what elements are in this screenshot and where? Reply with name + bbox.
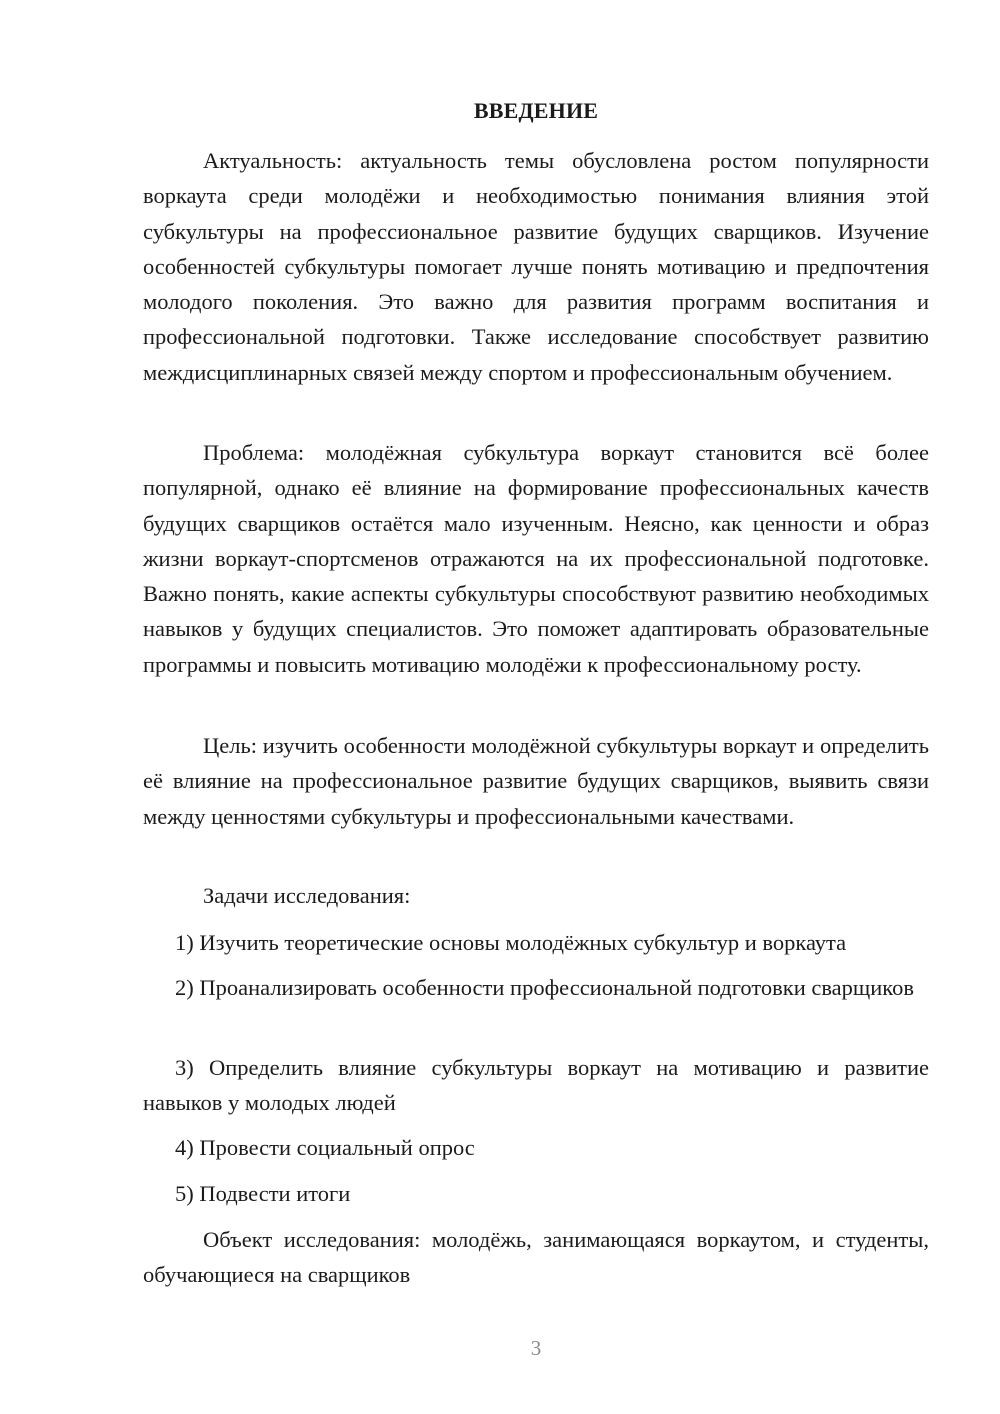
paragraph-problem: Проблема: молодёжная субкультура воркаут становится всё более популярной, однако её влияние на формирование профессиональных качеств будущих сварщиков остаётся мало изученным. Неясно, как ценности и образ жизни воркаут-спортсменов отражаются на их профессиональной подготовке. Важно понять, какие аспекты субкультуры способствуют развитию необходимых навыков у будущих специалистов. Это поможет адаптировать образовательные программы и повысить мотивацию молодёжи к профессиональному росту.: [143, 440, 929, 677]
task-item-4: 4) Провести социальный опрос: [175, 1135, 475, 1160]
task-item-2: 2) Проанализировать особенности профессиональной подготовки сварщиков: [175, 975, 914, 1000]
paragraph-relevance: Актуальность: актуальность темы обусловлена ростом популярности воркаута среди молодёжи и необходимостью понимания влияния этой субкультуры на профессиональное развитие будущих сварщиков. Изучение особенностей субкультуры помогает лучше понять мотивацию и предпочтения молодого поколения. Это важно для развития программ воспитания и профессиональной подготовки. Также исследование способствует развитию междисциплинарных связей между спортом и профессиональным обучением.: [143, 148, 929, 385]
task-item-1: 1) Изучить теоретические основы молодёжных субкультур и воркаута: [175, 930, 847, 955]
page-title: ВВЕДЕНИЕ: [473, 98, 599, 123]
task-item-3: 3) Определить влияние субкультуры воркаут на мотивацию и развитие навыков у молодых людей: [143, 1055, 929, 1116]
tasks-heading: Задачи исследования:: [203, 883, 411, 908]
paragraph-goal: Цель: изучить особенности молодёжной субкультуры воркаут и определить её влияние на профессиональное развитие будущих сварщиков, выявить связи между ценностями субкультуры и профессиональными качествами.: [143, 733, 929, 829]
page-number: 3: [530, 1336, 542, 1360]
paragraph-object: Объект исследования: молодёжь, занимающаяся воркаутом, и студенты, обучающиеся на сварщиков: [143, 1227, 929, 1288]
task-item-5: 5) Подвести итоги: [175, 1181, 351, 1206]
